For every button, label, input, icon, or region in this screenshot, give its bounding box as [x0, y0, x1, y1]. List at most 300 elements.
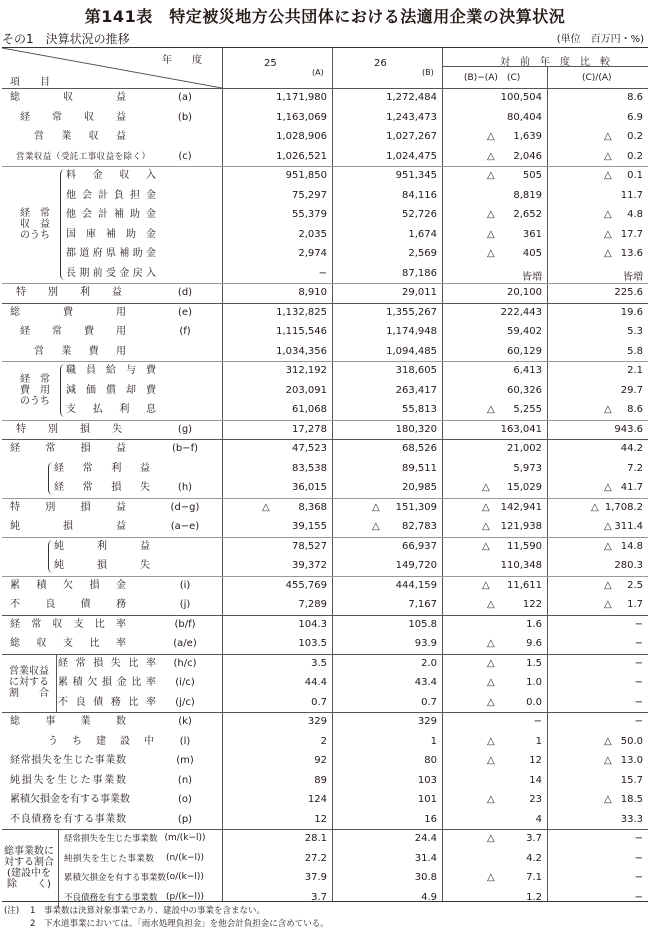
negative-mark: △: [604, 579, 612, 591]
section-divider: [2, 615, 648, 616]
negative-mark: △: [604, 755, 612, 766]
value-ratio: −: [634, 657, 643, 669]
value-2013: 1,171,980: [276, 92, 327, 103]
row-label: 総 事 業 数: [10, 716, 126, 727]
value-ratio: 4.8: [627, 209, 643, 220]
negative-mark: △: [604, 735, 612, 747]
negative-mark: △: [487, 170, 495, 181]
value-ratio: 17.7: [620, 228, 643, 240]
section-divider: [2, 303, 648, 304]
footnote-prefix: (注): [4, 906, 20, 916]
value-2013: 3.7: [311, 891, 327, 903]
value-diff: 23: [529, 794, 542, 805]
row-label: 他会計負担金: [66, 189, 156, 201]
negative-mark: △: [604, 150, 612, 162]
value-2013: 1,034,356: [276, 345, 327, 357]
value-2014: 66,937: [402, 540, 437, 552]
row-divider: [2, 537, 648, 538]
value-diff: 142,941: [500, 501, 542, 513]
value-2014: 444,159: [395, 579, 437, 591]
group-label-line: に対する: [9, 677, 49, 689]
header-diff-sub: (C): [507, 73, 521, 83]
row-code: (i): [179, 579, 191, 591]
negative-mark: △: [487, 404, 495, 415]
row-code: (i/c): [175, 677, 195, 688]
value-ratio: 5.8: [627, 345, 643, 357]
value-diff: 80,404: [507, 111, 542, 123]
value-ratio: 41.7: [620, 482, 643, 493]
value-ratio: 6.9: [627, 111, 643, 123]
row-code: (a/e): [173, 638, 197, 649]
value-2013: 12: [314, 813, 327, 825]
value-ratio: −: [634, 891, 643, 903]
value-2014: 82,783: [402, 521, 437, 532]
value-2014: 55,813: [402, 404, 437, 415]
value-diff: 8,819: [513, 189, 542, 201]
value-2014: 20,985: [402, 482, 437, 493]
row-label: 他会計補助金: [66, 209, 156, 220]
value-ratio: 280.3: [614, 560, 643, 571]
value-2013: 37.9: [304, 872, 327, 883]
negative-mark: △: [487, 657, 495, 669]
footnote-number: 1: [30, 906, 36, 916]
group-label-line: (建設中を: [7, 868, 51, 879]
value-2013: 1,132,825: [276, 306, 327, 318]
negative-mark: △: [372, 521, 380, 532]
row-code: (l): [179, 735, 191, 747]
negative-mark: △: [487, 131, 495, 142]
negative-mark: △: [482, 521, 490, 532]
value-2014: 149,720: [395, 560, 437, 571]
row-label: 料 金 収 入: [66, 170, 156, 181]
footnote-2: [4, 918, 329, 931]
group-label-line: 営業収益: [9, 666, 49, 678]
value-2013: 39,155: [292, 521, 327, 532]
value-2013: 3.5: [311, 657, 327, 669]
negative-mark: △: [604, 540, 612, 552]
value-ratio: 8.6: [627, 92, 643, 103]
value-2014: 263,417: [395, 384, 437, 396]
value-ratio: 311.4: [614, 521, 643, 532]
value-2013: 0.7: [311, 696, 327, 708]
negative-mark: △: [591, 501, 599, 513]
negative-mark: △: [604, 794, 612, 805]
value-ratio: −: [634, 696, 643, 708]
value-ratio: 18.5: [620, 794, 643, 805]
value-ratio: 13.0: [620, 755, 643, 766]
value-2014: 68,526: [402, 443, 437, 454]
value-diff: 6,413: [513, 365, 542, 376]
group-label-line: 経 常: [20, 208, 50, 219]
group-label-line: 対する割合: [4, 857, 54, 868]
row-code: (j): [179, 599, 191, 610]
value-diff: 11,590: [507, 540, 542, 552]
value-ratio: 19.6: [620, 306, 643, 318]
negative-mark: △: [604, 209, 612, 220]
negative-mark: △: [487, 677, 495, 688]
value-diff: 361: [522, 228, 542, 240]
row-label: 不良債務を有する事業数: [64, 892, 158, 903]
value-2013: 28.1: [304, 833, 327, 844]
row-code: (a): [178, 92, 192, 103]
value-2013: 36,015: [292, 482, 327, 493]
row-divider: [2, 420, 648, 421]
value-2014: 87,186: [402, 267, 437, 279]
value-2013: 1,026,521: [276, 150, 327, 162]
value-diff: 100,504: [500, 92, 542, 103]
group-divider: [58, 829, 59, 907]
header-divider: [2, 88, 648, 89]
row-label: 都道府県補助金: [66, 248, 156, 259]
row-label: 総収支比率: [10, 638, 126, 649]
negative-mark: △: [487, 794, 495, 805]
row-label: 経常損失比率: [58, 657, 156, 669]
value-diff: 2,652: [513, 209, 542, 220]
value-2014: 2.0: [421, 657, 437, 669]
value-ratio: 1.7: [627, 599, 643, 610]
value-2013: 329: [307, 716, 327, 727]
section-divider: [2, 654, 648, 655]
row-label: 純損失を生じた事業数: [64, 853, 154, 864]
row-code: (c): [178, 150, 192, 162]
row-label: 純 損 失: [54, 560, 150, 571]
row-code: (m): [176, 755, 194, 766]
value-2013: 17,278: [292, 423, 327, 435]
value-ratio: −: [634, 872, 643, 883]
row-code: (h/c): [173, 657, 197, 669]
row-code: (o): [178, 794, 192, 805]
negative-mark: △: [604, 131, 612, 142]
negative-mark: △: [487, 735, 495, 747]
row-label: 不良債務比率: [58, 696, 156, 708]
negative-mark: △: [604, 248, 612, 259]
value-diff: 9.6: [526, 638, 542, 649]
group-label-line: のうち: [20, 230, 50, 241]
brace-bracket: [48, 540, 53, 573]
value-2014: 103: [417, 774, 437, 786]
value-2014: 93.9: [414, 638, 437, 649]
value-diff: 4.2: [526, 852, 542, 864]
value-2013: 951,850: [285, 170, 327, 181]
value-2013: 1,163,069: [276, 111, 327, 123]
negative-mark: △: [482, 540, 490, 552]
group-label-line: 経 常: [20, 373, 50, 385]
footnote-text: 下水道事業においては、「雨水処理負担金」を他会計負担金に含めている。: [44, 919, 329, 929]
value-diff: 11,611: [507, 579, 542, 591]
value-2014: 16: [424, 813, 437, 825]
row-code: (d): [177, 287, 193, 298]
brace-bracket: [60, 169, 65, 280]
value-ratio: −: [634, 638, 643, 649]
header-subdivider: [442, 66, 648, 67]
value-diff: 122: [522, 599, 542, 610]
negative-mark: △: [482, 579, 490, 591]
value-ratio: 11.7: [620, 189, 643, 201]
value-ratio: 0.1: [627, 170, 643, 181]
value-2013: 1,028,906: [276, 131, 327, 142]
header-nendo: 年 度: [162, 55, 202, 66]
negative-mark: △: [482, 501, 490, 513]
value-ratio: 7.2: [627, 462, 643, 474]
value-ratio: 15.7: [620, 774, 643, 786]
value-diff: 1.0: [526, 677, 542, 688]
row-label: 不良債務を有する事業数: [10, 813, 126, 825]
value-2013: −: [318, 267, 327, 279]
value-diff: 5,255: [513, 404, 542, 415]
value-2013: 124: [307, 794, 327, 805]
value-diff: 4: [535, 813, 542, 825]
value-ratio: 44.2: [620, 443, 643, 454]
settlement-table: [2, 47, 648, 902]
value-2014: 24.4: [414, 833, 437, 844]
negative-mark: △: [604, 521, 612, 532]
value-ratio: 8.6: [627, 404, 643, 415]
row-label: 累積欠損金を有する事業数: [10, 794, 130, 805]
value-diff: 1.6: [526, 618, 542, 630]
value-2014: 0.7: [421, 696, 437, 708]
group-label: [4, 666, 54, 699]
header-ratio: (C)/(A): [582, 73, 612, 83]
value-2014: 1: [430, 735, 437, 747]
value-ratio: 33.3: [620, 813, 643, 825]
value-diff: 222,443: [500, 306, 542, 318]
value-2013: 83,538: [292, 462, 327, 474]
row-label: 純 損 益: [10, 521, 126, 532]
row-code: (b−f): [171, 443, 199, 454]
row-code: (h): [177, 482, 193, 493]
negative-mark: △: [372, 501, 380, 513]
value-2013: 39,372: [292, 560, 327, 571]
negative-mark: △: [487, 209, 495, 220]
row-code: (p/(k−l)): [165, 891, 205, 902]
value-ratio: 225.6: [614, 287, 643, 298]
row-label: 経 常 収 益: [20, 111, 126, 123]
value-2014: 951,345: [395, 170, 437, 181]
value-2014: 31.4: [414, 852, 437, 864]
negative-mark: △: [604, 482, 612, 493]
value-diff: 1.5: [526, 657, 542, 669]
value-diff: 505: [522, 170, 542, 181]
group-label-line: 総事業数に: [4, 846, 54, 857]
group-label-line: 除 く): [7, 879, 51, 890]
value-ratio: 50.0: [620, 735, 643, 747]
group-label: [10, 208, 60, 241]
value-2013: 8,910: [298, 287, 327, 298]
value-ratio: 1,708.2: [604, 501, 643, 513]
value-2013: 27.2: [304, 852, 327, 864]
negative-mark: △: [487, 150, 495, 162]
page-title: 第141表 特定被災地方公共団体における法適用企業の決算状況: [84, 7, 566, 26]
value-2013: 47,523: [292, 443, 327, 454]
brace-bracket: [60, 364, 65, 417]
row-label: 純損失を生じた事業数: [10, 774, 126, 786]
value-2014: 80: [424, 755, 437, 766]
row-label: 経常損失を生じた事業数: [64, 834, 158, 844]
value-2014: 7,167: [408, 599, 437, 610]
value-2013: 78,527: [292, 540, 327, 552]
brace-bracket: [48, 462, 53, 495]
value-diff: 405: [522, 248, 542, 259]
value-2014: 1,674: [408, 228, 437, 240]
value-diff: 60,129: [507, 345, 542, 357]
section-divider: [2, 439, 648, 440]
value-2014: 180,320: [395, 423, 437, 435]
value-diff: 2,046: [513, 150, 542, 162]
section-divider: [2, 712, 648, 713]
row-label: 累積欠損金: [10, 579, 126, 591]
value-diff: 12: [529, 755, 542, 766]
row-label: 経常収支比率: [10, 618, 126, 630]
value-diff: 7.1: [526, 872, 542, 883]
value-2013: 55,379: [292, 209, 327, 220]
value-ratio: −: [634, 852, 643, 864]
value-2013: 61,068: [292, 404, 327, 415]
row-label: 経 常 費 用: [20, 326, 126, 337]
row-divider: [2, 498, 648, 499]
value-2013: 312,192: [285, 365, 327, 376]
value-2013: 455,769: [285, 579, 327, 591]
value-2014: 1,355,267: [386, 306, 437, 318]
value-ratio: 13.6: [620, 248, 643, 259]
value-diff: 59,402: [507, 326, 542, 337]
value-diff: −: [533, 716, 542, 727]
negative-mark: △: [604, 228, 612, 240]
value-ratio: 29.7: [620, 384, 643, 396]
row-label: 減価償却費: [66, 384, 156, 396]
value-2013: 8,368: [298, 501, 327, 513]
negative-mark: △: [487, 696, 495, 708]
negative-mark: △: [487, 228, 495, 240]
value-ratio: 皆増: [623, 271, 643, 283]
footnote-text: 事業数は決算対象事業であり、建設中の事業を含まない。: [44, 906, 266, 916]
row-label: 職員給与費: [66, 365, 156, 376]
value-2013: 44.4: [304, 677, 327, 688]
header-col-26: 26: [374, 58, 387, 69]
value-2014: 29,011: [402, 287, 437, 298]
row-label: 経 常 利 益: [54, 462, 150, 474]
row-label: 長期前受金戻入: [66, 267, 156, 279]
value-2014: 1,272,484: [386, 92, 437, 103]
group-label-line: 割 合: [9, 688, 49, 700]
row-label: 支 払 利 息: [66, 404, 156, 415]
value-2014: 151,309: [395, 501, 437, 513]
value-diff: 皆増: [522, 271, 542, 283]
value-2014: 329: [417, 716, 437, 727]
value-ratio: 0.2: [627, 150, 643, 162]
value-ratio: −: [634, 618, 643, 630]
header-hikaku: 対 前 年 度 比 較: [500, 57, 610, 68]
row-code: (e): [178, 306, 192, 318]
group-label: [4, 846, 54, 890]
value-2013: 2,035: [298, 228, 327, 240]
row-label: 純 利 益: [54, 540, 150, 552]
value-2014: 318,605: [395, 365, 437, 376]
value-diff: 163,041: [500, 423, 542, 435]
row-divider: [2, 361, 648, 362]
row-label: 国庫補助金: [66, 228, 156, 240]
group-label: [10, 374, 60, 407]
value-2013: 203,091: [285, 384, 327, 396]
row-code: (b/f): [174, 618, 196, 630]
row-code: (d−g): [170, 501, 200, 513]
value-diff: 0.0: [526, 696, 542, 708]
header-col-25: 25: [264, 58, 277, 69]
row-code: (a−e): [170, 521, 200, 532]
row-label: 特 別 損 失: [16, 423, 122, 435]
value-2013: 2: [320, 735, 327, 747]
row-label: 総 費 用: [10, 306, 126, 318]
value-2014: 1,024,475: [386, 150, 437, 162]
value-2014: 30.8: [414, 872, 437, 883]
value-ratio: −: [634, 833, 643, 844]
value-2014: 1,243,473: [386, 111, 437, 123]
group-label-line: 収 益: [20, 219, 50, 230]
row-label: 特 別 損 益: [10, 501, 126, 513]
value-ratio: 2.5: [627, 579, 643, 591]
header-diff: (B)−(A): [464, 73, 498, 83]
value-2014: 101: [417, 794, 437, 805]
negative-mark: △: [487, 599, 495, 610]
value-diff: 1: [535, 735, 542, 747]
value-2013: 104.3: [298, 618, 327, 630]
row-label: 特 別 利 益: [16, 287, 122, 298]
value-2013: 1,115,546: [276, 326, 327, 337]
group-label-line: のうち: [20, 395, 50, 407]
value-2013: 75,297: [292, 189, 327, 201]
footnotes: [4, 905, 329, 931]
value-diff: 14: [529, 774, 542, 786]
row-code: (m/(k−l)): [164, 833, 206, 843]
row-code: (b): [177, 111, 193, 123]
value-2014: 105.8: [408, 618, 437, 630]
row-code: (n/(k−l)): [165, 852, 205, 863]
row-label: 不良債務: [10, 599, 126, 610]
group-divider: [56, 654, 57, 713]
value-ratio: −: [634, 716, 643, 727]
value-diff: 5,973: [513, 462, 542, 474]
row-code: (j/c): [175, 696, 195, 708]
negative-mark: △: [604, 599, 612, 610]
value-2013: 7,289: [298, 599, 327, 610]
footnote-number: 2: [30, 919, 36, 929]
negative-mark: △: [487, 638, 495, 649]
value-2014: 1,094,485: [386, 345, 437, 357]
row-code: (f): [179, 326, 191, 337]
value-diff: 20,100: [507, 287, 542, 298]
value-diff: 60,326: [507, 384, 542, 396]
row-divider: [2, 576, 648, 577]
row-code: (n): [177, 774, 193, 786]
negative-mark: △: [487, 833, 495, 844]
negative-mark: △: [604, 404, 612, 415]
header-koumoku: 項 目: [10, 77, 50, 88]
value-ratio: 14.8: [620, 540, 643, 552]
value-2013: 89: [314, 774, 327, 786]
row-code: (p): [177, 813, 193, 825]
footnote-1: [4, 905, 329, 918]
value-ratio: 0.2: [627, 131, 643, 142]
value-ratio: 2.1: [627, 365, 643, 376]
value-2014: 43.4: [414, 677, 437, 688]
negative-mark: △: [487, 248, 495, 259]
page-subtitle: その1 決算状況の推移: [2, 32, 130, 46]
row-label: 営 業 費 用: [34, 345, 126, 357]
row-label: 累積欠損金を有する事業数: [64, 873, 167, 883]
negative-mark: △: [604, 170, 612, 181]
value-2014: 89,511: [402, 462, 437, 474]
value-2014: 1,027,267: [386, 131, 437, 142]
header-col-25-sub: (A): [312, 68, 324, 77]
